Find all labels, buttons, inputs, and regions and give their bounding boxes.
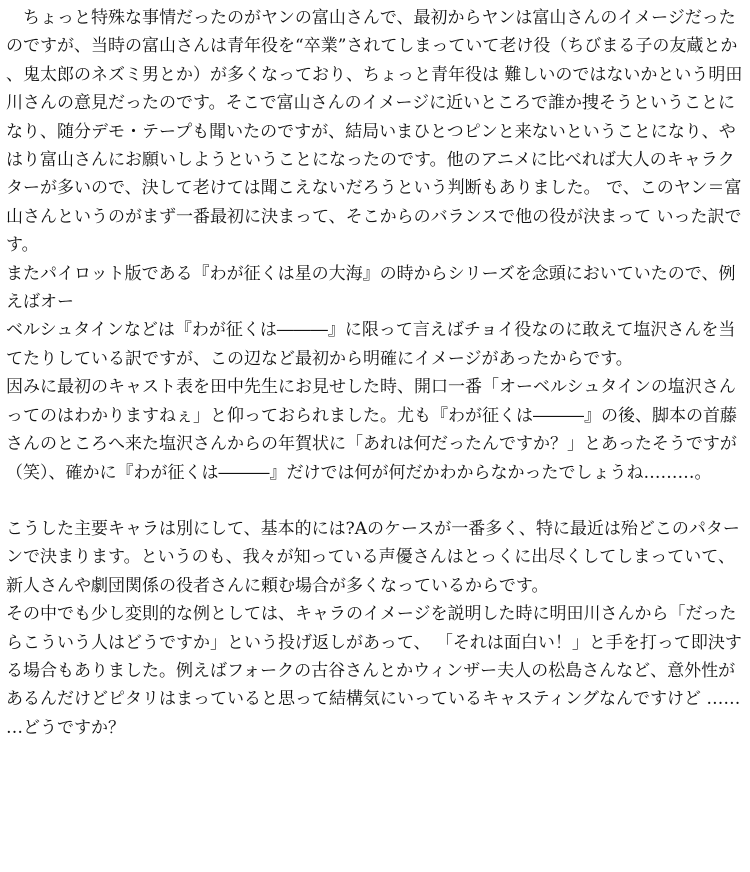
paragraph-main-characters: こうした主要キャラは別にして、基本的には?Aのケースが一番多く、特に最近は殆どこのパターンで決まります。というのも、我々が知っている声優さんはとっくに出尽くしてしまっていて、新人さんや劇団関係の役者さんに頼む場合が多くなっているからです。 (6, 518, 740, 596)
document-body (6, 4, 744, 742)
paragraph-irregular-examples: その中でも少し変則的な例としては、キャラのイメージを説明した時に明田川さんから「だったらこういう人はどうですか」という投げ返しがあって、 「それは面白い！」と手を打って即決する場合もありました。例えばフォークの古谷さんとかウィンザー夫人の松島さんなど、意外性があるんだけどピタリはまっていると思って結構気にいっているキャスティングなんですけど ………どうですか？ (6, 604, 742, 738)
paragraph-pilot-series: またパイロット版である『わが征くは星の大海』の時からシリーズを念頭においていたので、例えばオー (6, 263, 736, 313)
paragraph-tanaka-cast-list: 因みに最初のキャスト表を田中先生にお見せした時、開口一番「オーベルシュタインの塩沢さんってのはわかりますねぇ」と仰っておられました。尤も『わが征くは―――』の後、脚本の首藤さんのところへ来た塩沢さんからの年賀状に「あれは何だったんですか？」とあったそうですが（笑）、確かに『わが征くは―――』だけでは何が何だかわからなかったでしょうね………。 (6, 377, 737, 483)
paragraph-yang-casting: ちょっと特殊な事情だったのがヤンの富山さんで、最初からヤンは富山さんのイメージだったのですが、当時の富山さんは青年役を“卒業”されてしまっていて老け役（ちびまる子の友蔵とか、鬼太郎のネズミ男とか）が多くなっており、ちょっと青年役は 難しいのではないかという明田川さんの意見だったのです。そこで富山さんのイメージに近いところで誰か捜そうということになり、随分デモ・テープも聞いたのですが、結局いまひとつピンと来ないということになり、やはり富山さんにお願いしようということになったのです。他のアニメに比べれば大人のキャラクターが多いので、決して老けては聞こえないだろうという判断もありました。 で、このヤン＝富山さんというのがまず一番最初に決まって、そこからのバランスで他の役が決まって いった訳です。 (6, 8, 743, 256)
paragraph-oberstein: ベルシュタインなどは『わが征くは―――』に限って言えばチョイ役なのに敢えて塩沢さんを当てたりしている訳ですが、この辺など最初から明確にイメージがあったからです。 (6, 320, 736, 369)
paragraph-spacer (6, 487, 744, 515)
